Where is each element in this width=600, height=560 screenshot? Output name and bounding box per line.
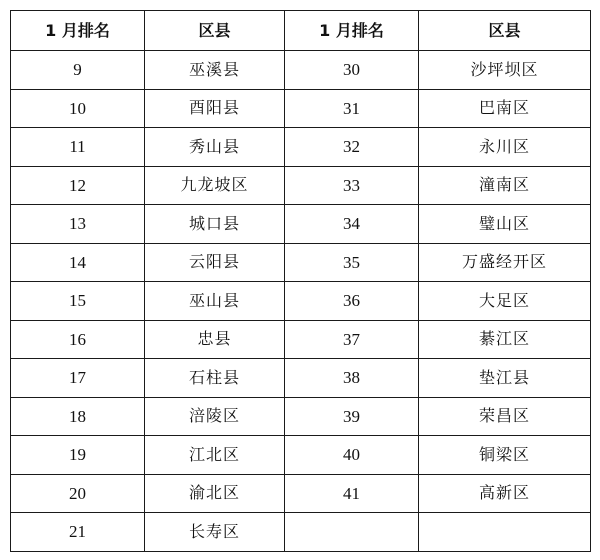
rank-right-cell: 33 (285, 166, 419, 205)
rank-left-cell: 17 (11, 359, 145, 398)
district-right-cell: 铜梁区 (419, 436, 591, 475)
district-left-cell: 巫山县 (145, 282, 285, 321)
district-right-cell: 巴南区 (419, 89, 591, 128)
rank-left-cell: 12 (11, 166, 145, 205)
district-left-cell: 渝北区 (145, 474, 285, 513)
rank-right-cell: 31 (285, 89, 419, 128)
table-row (11, 359, 591, 398)
district-right-cell: 永川区 (419, 128, 591, 167)
rank-right-cell: 40 (285, 436, 419, 475)
ranking-table (10, 10, 591, 552)
rank-right-cell: 32 (285, 128, 419, 167)
rank-right-cell (285, 513, 419, 552)
rank-left-cell: 10 (11, 89, 145, 128)
rank-left-cell: 13 (11, 205, 145, 244)
district-left-cell: 忠县 (145, 320, 285, 359)
district-right-cell (419, 513, 591, 552)
table-row (11, 436, 591, 475)
table-row (11, 128, 591, 167)
rank-left-cell: 16 (11, 320, 145, 359)
district-left-cell: 巫溪县 (145, 51, 285, 90)
district-left-cell: 江北区 (145, 436, 285, 475)
header-rank-right: 1 月排名 (285, 11, 419, 51)
district-left-cell: 酉阳县 (145, 89, 285, 128)
rank-right-cell: 41 (285, 474, 419, 513)
rank-left-cell: 11 (11, 128, 145, 167)
header-district-left: 区县 (145, 11, 285, 51)
district-right-cell: 垫江县 (419, 359, 591, 398)
table-row (11, 397, 591, 436)
rank-left-cell: 21 (11, 513, 145, 552)
rank-left-cell: 18 (11, 397, 145, 436)
district-left-cell: 城口县 (145, 205, 285, 244)
header-rank-left: 1 月排名 (11, 11, 145, 51)
rank-right-cell: 34 (285, 205, 419, 244)
header-district-right: 区县 (419, 11, 591, 51)
district-right-cell: 沙坪坝区 (419, 51, 591, 90)
table-row (11, 474, 591, 513)
district-left-cell: 云阳县 (145, 243, 285, 282)
rank-left-cell: 20 (11, 474, 145, 513)
district-left-cell: 涪陵区 (145, 397, 285, 436)
district-left-cell: 九龙坡区 (145, 166, 285, 205)
district-right-cell: 璧山区 (419, 205, 591, 244)
district-right-cell: 万盛经开区 (419, 243, 591, 282)
district-right-cell: 荣昌区 (419, 397, 591, 436)
district-right-cell: 高新区 (419, 474, 591, 513)
table-row (11, 89, 591, 128)
rank-right-cell: 39 (285, 397, 419, 436)
rank-left-cell: 15 (11, 282, 145, 321)
district-right-cell: 潼南区 (419, 166, 591, 205)
table-row (11, 282, 591, 321)
table-row (11, 513, 591, 552)
table-row (11, 205, 591, 244)
table-row (11, 243, 591, 282)
rank-right-cell: 38 (285, 359, 419, 398)
rank-right-cell: 35 (285, 243, 419, 282)
district-left-cell: 石柱县 (145, 359, 285, 398)
rank-left-cell: 19 (11, 436, 145, 475)
district-right-cell: 綦江区 (419, 320, 591, 359)
table-body (11, 51, 591, 552)
header-row (11, 11, 591, 51)
rank-right-cell: 30 (285, 51, 419, 90)
district-left-cell: 秀山县 (145, 128, 285, 167)
rank-left-cell: 14 (11, 243, 145, 282)
table-row (11, 51, 591, 90)
district-right-cell: 大足区 (419, 282, 591, 321)
district-left-cell: 长寿区 (145, 513, 285, 552)
table-row (11, 166, 591, 205)
rank-right-cell: 36 (285, 282, 419, 321)
table-row (11, 320, 591, 359)
rank-right-cell: 37 (285, 320, 419, 359)
rank-left-cell: 9 (11, 51, 145, 90)
